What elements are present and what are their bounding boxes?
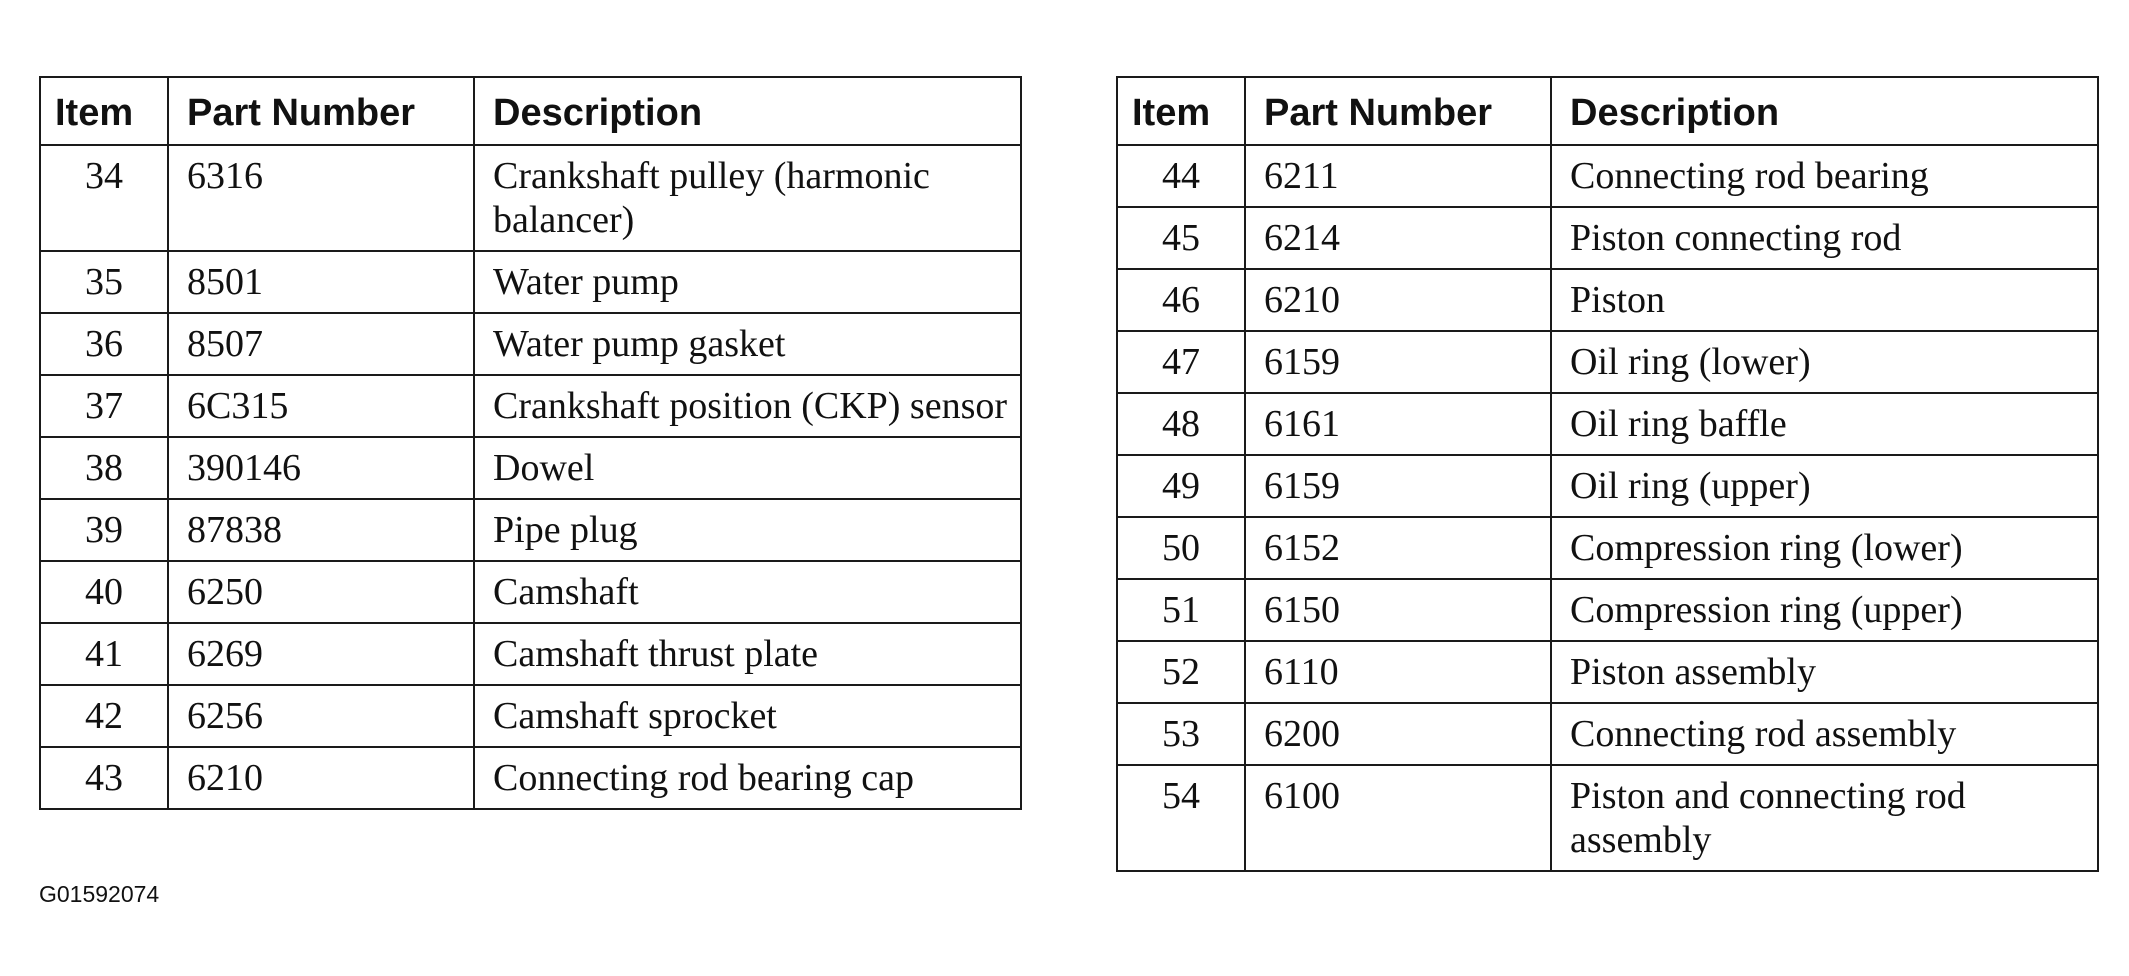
cell-part-number: 6210 [168,747,474,809]
cell-part-number: 6256 [168,685,474,747]
figure-id-label: G01592074 [39,881,160,907]
table-row [1117,145,2098,207]
cell-description: Piston connecting rod [1551,207,2098,269]
cell-item: 36 [40,313,168,375]
cell-description: Oil ring (upper) [1551,455,2098,517]
table-row [40,685,1021,747]
table-row [40,145,1021,251]
cell-item: 54 [1117,765,1245,871]
column-header-item: Item [1117,77,1245,145]
cell-item: 39 [40,499,168,561]
table-row [1117,331,2098,393]
cell-part-number: 6269 [168,623,474,685]
parts-table-left [39,76,1022,810]
cell-description: Oil ring baffle [1551,393,2098,455]
cell-description: Pipe plug [474,499,1021,561]
cell-item: 43 [40,747,168,809]
cell-description: Camshaft sprocket [474,685,1021,747]
table-row [40,499,1021,561]
parts-table-right [1116,76,2099,872]
cell-part-number: 6150 [1245,579,1551,641]
cell-description: Compression ring (lower) [1551,517,2098,579]
cell-description: Piston [1551,269,2098,331]
table-row [40,313,1021,375]
cell-part-number: 6C315 [168,375,474,437]
cell-item: 53 [1117,703,1245,765]
table-row [1117,579,2098,641]
cell-item: 52 [1117,641,1245,703]
table-row [40,251,1021,313]
cell-description: Dowel [474,437,1021,499]
table-row [40,747,1021,809]
cell-item: 48 [1117,393,1245,455]
cell-item: 42 [40,685,168,747]
table-row [1117,517,2098,579]
cell-item: 38 [40,437,168,499]
cell-item: 46 [1117,269,1245,331]
cell-description: Connecting rod bearing [1551,145,2098,207]
column-header-item: Item [40,77,168,145]
column-header-description: Description [1551,77,2098,145]
cell-item: 37 [40,375,168,437]
cell-part-number: 6211 [1245,145,1551,207]
table-row [40,623,1021,685]
cell-part-number: 87838 [168,499,474,561]
cell-description: Oil ring (lower) [1551,331,2098,393]
cell-part-number: 6159 [1245,455,1551,517]
cell-description: Piston assembly [1551,641,2098,703]
table-row [40,561,1021,623]
header-row [1117,77,2098,145]
cell-item: 50 [1117,517,1245,579]
cell-part-number: 6100 [1245,765,1551,871]
table-row [40,437,1021,499]
cell-item: 41 [40,623,168,685]
cell-description: Crankshaft position (CKP) sensor [474,375,1021,437]
cell-part-number: 390146 [168,437,474,499]
cell-part-number: 6200 [1245,703,1551,765]
cell-part-number: 6110 [1245,641,1551,703]
cell-item: 44 [1117,145,1245,207]
cell-part-number: 8507 [168,313,474,375]
cell-part-number: 6316 [168,145,474,251]
cell-part-number: 6210 [1245,269,1551,331]
cell-part-number: 6159 [1245,331,1551,393]
cell-item: 34 [40,145,168,251]
table-row [1117,455,2098,517]
cell-description: Water pump [474,251,1021,313]
cell-item: 40 [40,561,168,623]
cell-item: 47 [1117,331,1245,393]
cell-part-number: 6250 [168,561,474,623]
column-header-part-number: Part Number [1245,77,1551,145]
column-header-part-number: Part Number [168,77,474,145]
cell-item: 51 [1117,579,1245,641]
cell-description: Connecting rod bearing cap [474,747,1021,809]
cell-description: Camshaft [474,561,1021,623]
table-row [1117,641,2098,703]
cell-description: Crankshaft pulley (harmonic balancer) [474,145,1021,251]
table-row [40,375,1021,437]
table-row [1117,765,2098,871]
cell-description: Compression ring (upper) [1551,579,2098,641]
cell-item: 35 [40,251,168,313]
table-row [1117,393,2098,455]
cell-description: Camshaft thrust plate [474,623,1021,685]
cell-item: 49 [1117,455,1245,517]
cell-part-number: 6161 [1245,393,1551,455]
cell-description: Connecting rod assembly [1551,703,2098,765]
cell-description: Water pump gasket [474,313,1021,375]
cell-part-number: 8501 [168,251,474,313]
cell-description: Piston and connecting rod assembly [1551,765,2098,871]
table-row [1117,269,2098,331]
table-row [1117,703,2098,765]
table-row [1117,207,2098,269]
cell-part-number: 6152 [1245,517,1551,579]
header-row [40,77,1021,145]
cell-part-number: 6214 [1245,207,1551,269]
column-header-description: Description [474,77,1021,145]
cell-item: 45 [1117,207,1245,269]
